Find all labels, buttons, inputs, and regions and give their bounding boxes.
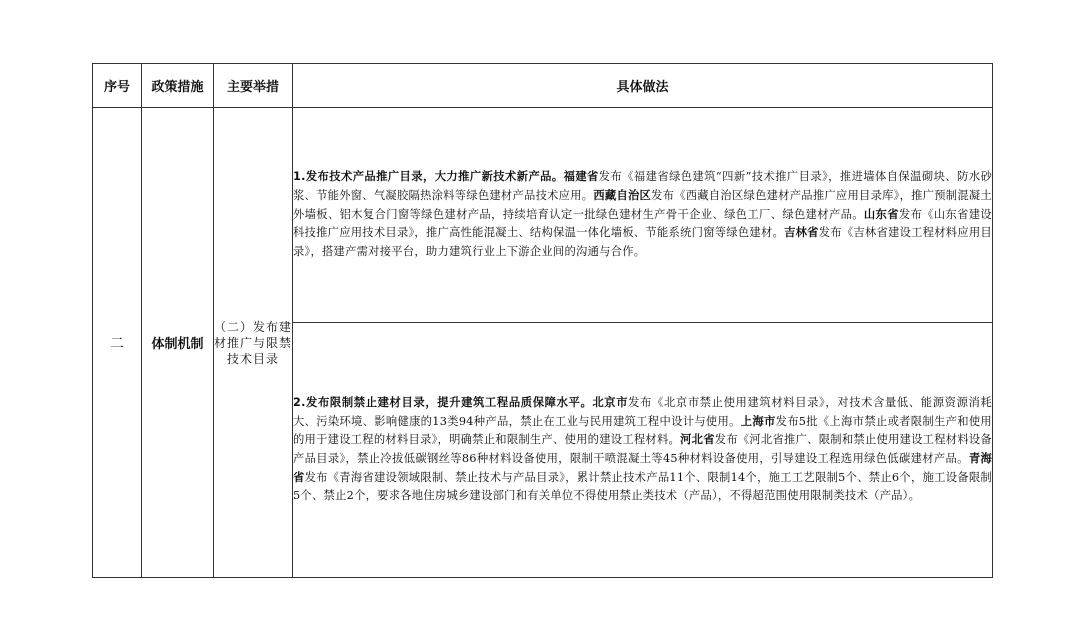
text-run: 发布《青海省建设领域限制、禁止技术与产品目录》，累计禁止技术产品11个、限制14个，施工工艺限制5个、禁止6个，施工设备限制5个、禁止2个，要求各地住房城乡建设部门和有关单位不得使用禁止类技术（产品），不得超范围使用限制类技术（产品）。 [293,470,992,503]
bold-run: 北京市 [592,395,629,409]
text-run: 发布《吉林省建设工程材料应用目录》，搭建产需对接平台，助力建筑行业上下游企业间的沟通与合作。 [293,226,992,259]
row-policy: 体制机制 [151,337,204,352]
bold-run: 西藏自治区 [593,188,652,202]
row-main-measure-cell [214,108,293,578]
row-main-measure: （二）发布建材推广与限禁技术目录 [214,319,293,366]
bold-run: 上海市 [740,414,776,428]
text-run: 发布《西藏自治区绿色建材产品推广应用目录库》，推广预制混凝土外墙板、铝木复合门窗等绿色建材产品，持续培育认定一批绿色建材生产骨干企业、绿色工厂、绿色建材产品。 [293,188,992,221]
text-run: 发布《福建省绿色建筑“四新”技术推广目录》，推进墙体自保温砌块、防水砂浆、节能外窗、气凝胶隔热涂料等绿色建材产品技术应用。 [293,170,992,202]
row-number-cell [93,108,142,578]
detail-cell-2 [293,323,993,578]
text-run: 发布《山东省建设科技推广应用技术目录》，推广高性能混凝土、结构保温一体化墙板、节能系统门窗等绿色建材。 [293,207,992,240]
bold-run: 山东省 [863,207,899,221]
bold-run: 吉林省 [784,226,819,240]
bold-run: 青海省 [293,452,992,484]
header-policy: 政策措施 [142,64,214,108]
row-policy-cell [142,108,214,578]
bold-run: 福建省 [563,170,599,184]
table-header-row [93,64,993,108]
table-row [93,108,993,323]
policy-table [92,63,993,578]
detail-cell-1 [293,108,993,323]
detail-paragraph-2 [293,394,992,506]
text-run: 发布《北京市禁止使用建筑材料目录》，对技术含量低、能源资源消耗大、污染环境、影响健康的13类94种产品，禁止在工业与民用建筑工程中设计与使用。 [293,395,992,428]
header-main-measure: 主要举措 [214,64,293,108]
detail-paragraph-1 [293,168,992,262]
bold-run: 河北省 [680,433,715,447]
row-number: 二 [110,335,124,352]
bold-run: 1.发布技术产品推广目录，大力推广新技术新产品。 [293,170,564,184]
text-run: 发布5批《上海市禁止或者限制生产和使用的用于建设工程的材料目录》，明确禁止和限制生产、使用的建设工程材料。 [293,414,992,447]
text-run: 发布《河北省推广、限制和禁止使用建设工程材料设备产品目录》，禁止冷拔低碳钢丝等86种材料设备使用，限制干喷混凝土等45种材料设备使用，引导建设工程选用绿色低碳建材产品。 [293,433,992,465]
bold-run: 2.发布限制禁止建材目录，提升建筑工程品质保障水平。 [293,395,593,409]
header-number: 序号 [93,64,142,108]
header-details: 具体做法 [293,64,993,108]
